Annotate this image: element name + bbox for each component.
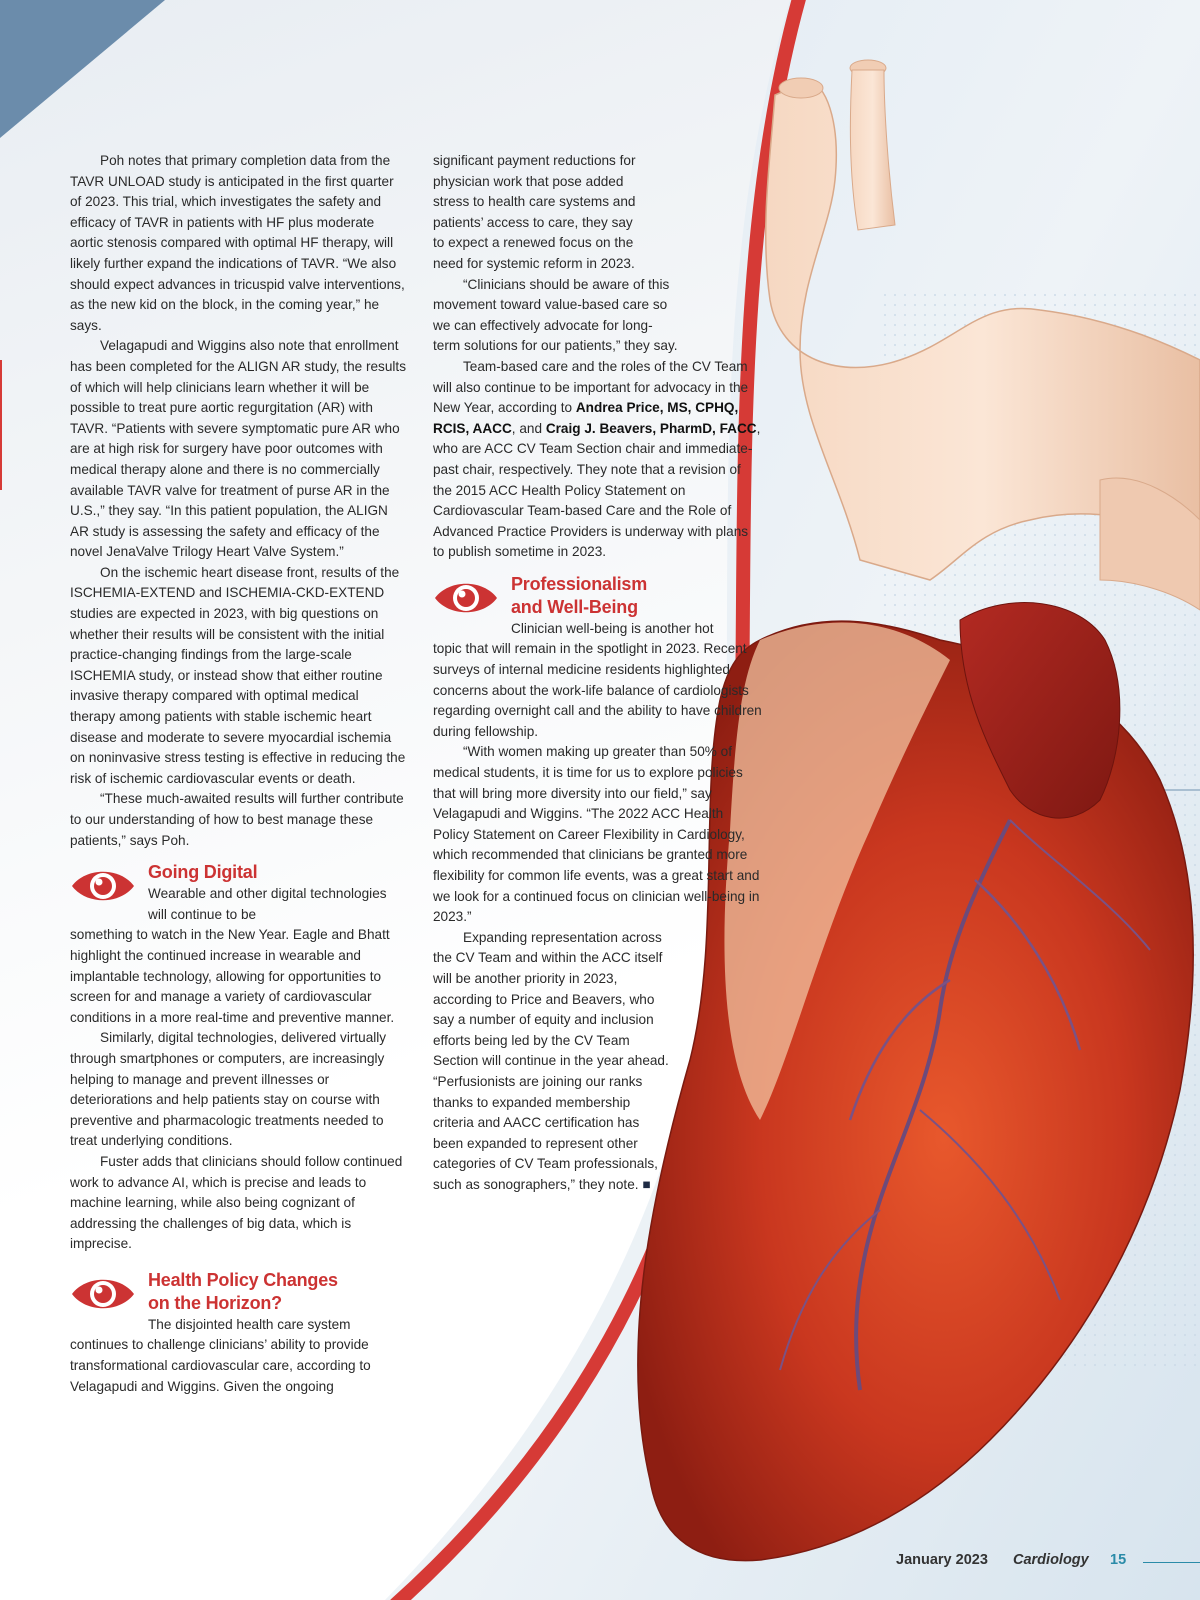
text-span: , who are ACC CV Team Section chair and immediate-past chair, respectively. They note that a revision of the 2015 ACC Health Policy Statement on Cardiovascular Team-based Care and the Role of Advanced Practice Providers is underway with plans to publish sometime in 2023.: [433, 420, 761, 560]
section-heading: Health Policy Changes: [148, 1269, 338, 1290]
section-heading: Professionalism: [511, 573, 648, 594]
paragraph: topic that will remain in the spotlight in 2023. Recent surveys of internal medicine residents highlighted concerns about the work-life balance of cardiologists regarding overnight call and the ability to have children during fellowship.: [433, 641, 762, 739]
paragraph: [433, 357, 763, 563]
paragraph: continues to challenge clinicians’ ability to provide transformational cardiovascular care, according to Velagapudi and Wiggins. Given the ongoing: [70, 1337, 371, 1394]
section-going-digital: [70, 861, 406, 925]
vessel-opening: [779, 78, 823, 98]
person-name: Craig J. Beavers, PharmD, FACC: [545, 420, 757, 436]
paragraph: Velagapudi and Wiggins also note that enrollment has been completed for the ALIGN AR study, the results of which will help clinicians learn whether it will be possible to treat pure aortic regurgitation (AR) with TAVR. “Patients with severe symptomatic pure AR who are at high risk for surgery have poor outcomes with medical therapy alone and there is no commercially available TAVR valve for treatment of purse AR in the U.S.,” they say. “In this patient population, the ALIGN AR study is assessing the safety and efficacy of the novel JenaValve Trilogy Heart Valve System.”: [70, 338, 406, 560]
paragraph: “With women making up greater than 50% of medical students, it is time for us to explore policies that will bring more diversity into our field,” say Velagapudi and Wiggins. “The 2022 ACC Health Policy Statement on Career Flexibility in Cardiology, which recommended that clinicians be granted more flexibility for common life events, was a great start and we look for a continued focus on clinician well-being in 2023.”: [433, 744, 760, 925]
text-span: Expanding representation across the CV Team and within the ACC itself will be another priority in 2023, according to Price and Beavers, who say a number of equity and inclusion efforts being led by the CV Team Section will continue in the year ahead. “Perfusionists are joining our ranks thanks to expanded membership criteria and AACC certification has been expanded to represent other categories of CV Team professionals, such as sonographers,” they note.: [433, 929, 669, 1192]
eye-icon: [70, 863, 136, 909]
paragraph: “These much-awaited results will further contribute to our understanding of how to best manage these patients,” says Poh.: [70, 791, 404, 848]
issue-date: January 2023: [896, 1552, 988, 1568]
paragraph: Similarly, digital technologies, delivered virtually through smartphones or computers, are increasingly helping to manage and prevent illnesses or deteriorations and help patients stay on course with preventive and pharmacologic treatments needed to treat underlying conditions.: [70, 1030, 387, 1149]
page-footer: [0, 1552, 1200, 1576]
paragraph: Fuster adds that clinicians should follow continued work to advance AI, which is precise and leads to machine learning, while also being cognizant of addressing the challenges of big data, which is imprecise.: [70, 1153, 403, 1252]
page-number: 15: [1110, 1552, 1127, 1568]
paragraph-wrap: The disjointed health care system: [148, 1316, 351, 1332]
paragraph: significant payment reductions for physician work that pose added stress to health care systems and patients’ access to care, they say to expect a renewed focus on the need for systemic reform in 2023.: [433, 153, 636, 271]
corner-triangle: [0, 0, 165, 138]
text-column-right: [433, 151, 763, 1196]
paragraph-wrap: Wearable and other digital technologies will continue to be: [148, 886, 387, 922]
end-mark: ■: [642, 1176, 651, 1192]
footer-rule: [1143, 1562, 1200, 1563]
paragraph: “Clinicians should be aware of this movement toward value-based care so we can effectively advocate for long-term solutions for our patients,” they say.: [433, 276, 678, 354]
paragraph: On the ischemic heart disease front, results of the ISCHEMIA-EXTEND and ISCHEMIA-CKD-EXTEND studies are expected in 2023, with big questions on whether their results will be consistent with the initial practice-changing findings from the large-scale ISCHEMIA study, or instead show that either routine invasive therapy compared with optimal medical therapy among patients with stable ischemic heart disease and moderate to severe myocardial ischemia on noninvasive stress testing is effective in reducing the risk of ischemic cardiovascular events or death.: [70, 564, 406, 786]
paragraph: Poh notes that primary completion data from the TAVR UNLOAD study is anticipated in the first quarter of 2023. This trial, which investigates the safety and efficacy of TAVR in patients with HF plus moderate aortic stenosis compared with optimal HF therapy, will likely further expand the indications of TAVR. “We also should expect advances in tricuspid valve interventions, as the new kid on the block, in the coming year,” he says.: [70, 153, 405, 333]
eye-icon: [70, 1271, 136, 1317]
text-span: , and: [511, 420, 546, 436]
section-heading: and Well-Being: [511, 596, 638, 617]
person-name: Andrea Price, MS, CPHQ, RCIS, AACC: [433, 400, 739, 436]
section-professionalism: [433, 573, 763, 640]
paragraph: [433, 928, 673, 1196]
paragraph: something to watch in the New Year. Eagle and Bhatt highlight the continued increase in wearable and implantable technology, allowing for opportunities to screen for and manage a variety of cardiovascular conditions in a more real-time and preventive manner.: [70, 927, 395, 1025]
text-span: Team-based care and the roles of the CV Team will also continue to be important for advocacy in the New Year, according to: [433, 358, 749, 416]
eye-icon: [433, 575, 499, 621]
margin-mark: [0, 360, 2, 490]
text-column-left: [70, 151, 406, 1397]
section-heading: Going Digital: [148, 862, 258, 883]
section-heading: on the Horizon?: [148, 1292, 282, 1313]
section-health-policy: [70, 1269, 406, 1336]
paragraph-wrap: Clinician well-being is another hot: [511, 620, 714, 636]
magazine-title: Cardiology: [1013, 1552, 1089, 1568]
